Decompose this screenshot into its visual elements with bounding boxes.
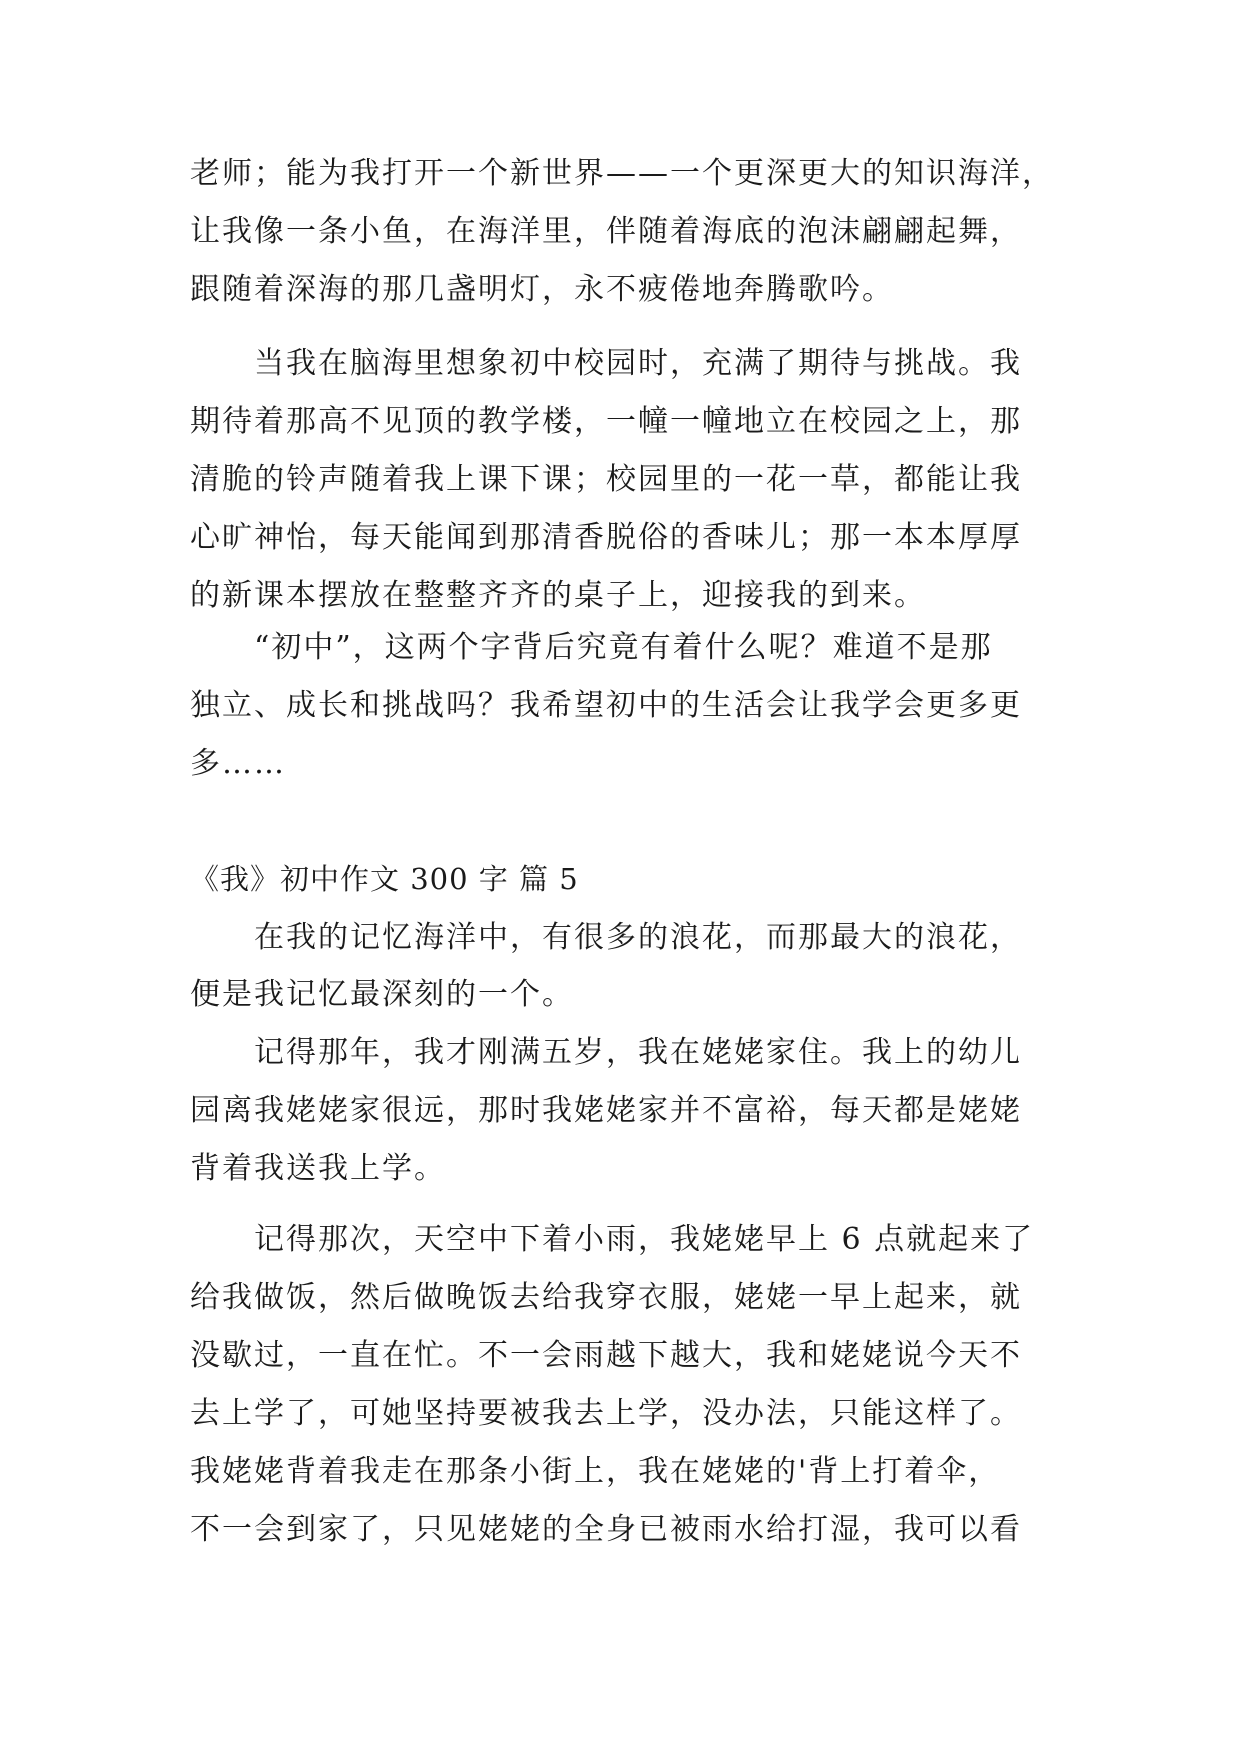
paragraph-line: 在我的记忆海洋中，有很多的浪花，而那最大的浪花， xyxy=(190,920,1022,955)
paragraph-line: 期待着那高不见顶的教学楼，一幢一幢地立在校园之上，那 xyxy=(190,404,1022,439)
paragraph-line: 记得那年，我才刚满五岁，我在姥姥家住。我上的幼儿 xyxy=(190,1035,1022,1070)
paragraph-line: 不一会到家了，只见姥姥的全身已被雨水给打湿，我可以看 xyxy=(190,1512,1022,1547)
paragraph-line: 的新课本摆放在整整齐齐的桌子上，迎接我的到来。 xyxy=(190,578,926,613)
paragraph-line: 给我做饭，然后做晚饭去给我穿衣服，姥姥一早上起来，就 xyxy=(190,1280,1022,1315)
section-heading: 《我》初中作文 300 字 篇 5 xyxy=(190,862,579,896)
paragraph-line: 园离我姥姥家很远，那时我姥姥家并不富裕，每天都是姥姥 xyxy=(190,1093,1022,1128)
paragraph-line: 心旷神怡，每天能闻到那清香脱俗的香味儿；那一本本厚厚 xyxy=(190,520,1022,555)
paragraph-line: 没歇过，一直在忙。不一会雨越下越大，我和姥姥说今天不 xyxy=(190,1338,1022,1373)
paragraph-line: 老师；能为我打开一个新世界——一个更深更大的知识海洋， xyxy=(190,156,1054,191)
paragraph-line: 多…… xyxy=(190,746,286,781)
paragraph-line: “初中”，这两个字背后究竟有着什么呢？难道不是那 xyxy=(190,630,993,665)
paragraph-line: 我姥姥背着我走在那条小街上，我在姥姥的'背上打着伞， xyxy=(190,1454,1001,1489)
paragraph-line: 当我在脑海里想象初中校园时，充满了期待与挑战。我 xyxy=(190,346,1022,381)
paragraph-line: 记得那次，天空中下着小雨，我姥姥早上 6 点就起来了 xyxy=(190,1222,1035,1257)
paragraph-line: 清脆的铃声随着我上课下课；校园里的一花一草，都能让我 xyxy=(190,462,1022,497)
paragraph-line: 独立、成长和挑战吗？我希望初中的生活会让我学会更多更 xyxy=(190,688,1022,723)
paragraph-line: 背着我送我上学。 xyxy=(190,1151,446,1186)
paragraph-line: 让我像一条小鱼，在海洋里，伴随着海底的泡沫翩翩起舞， xyxy=(190,214,1022,249)
paragraph-line: 去上学了，可她坚持要被我去上学，没办法，只能这样了。 xyxy=(190,1396,1022,1431)
paragraph-line: 跟随着深海的那几盏明灯，永不疲倦地奔腾歌吟。 xyxy=(190,272,894,307)
paragraph-line: 便是我记忆最深刻的一个。 xyxy=(190,977,574,1012)
